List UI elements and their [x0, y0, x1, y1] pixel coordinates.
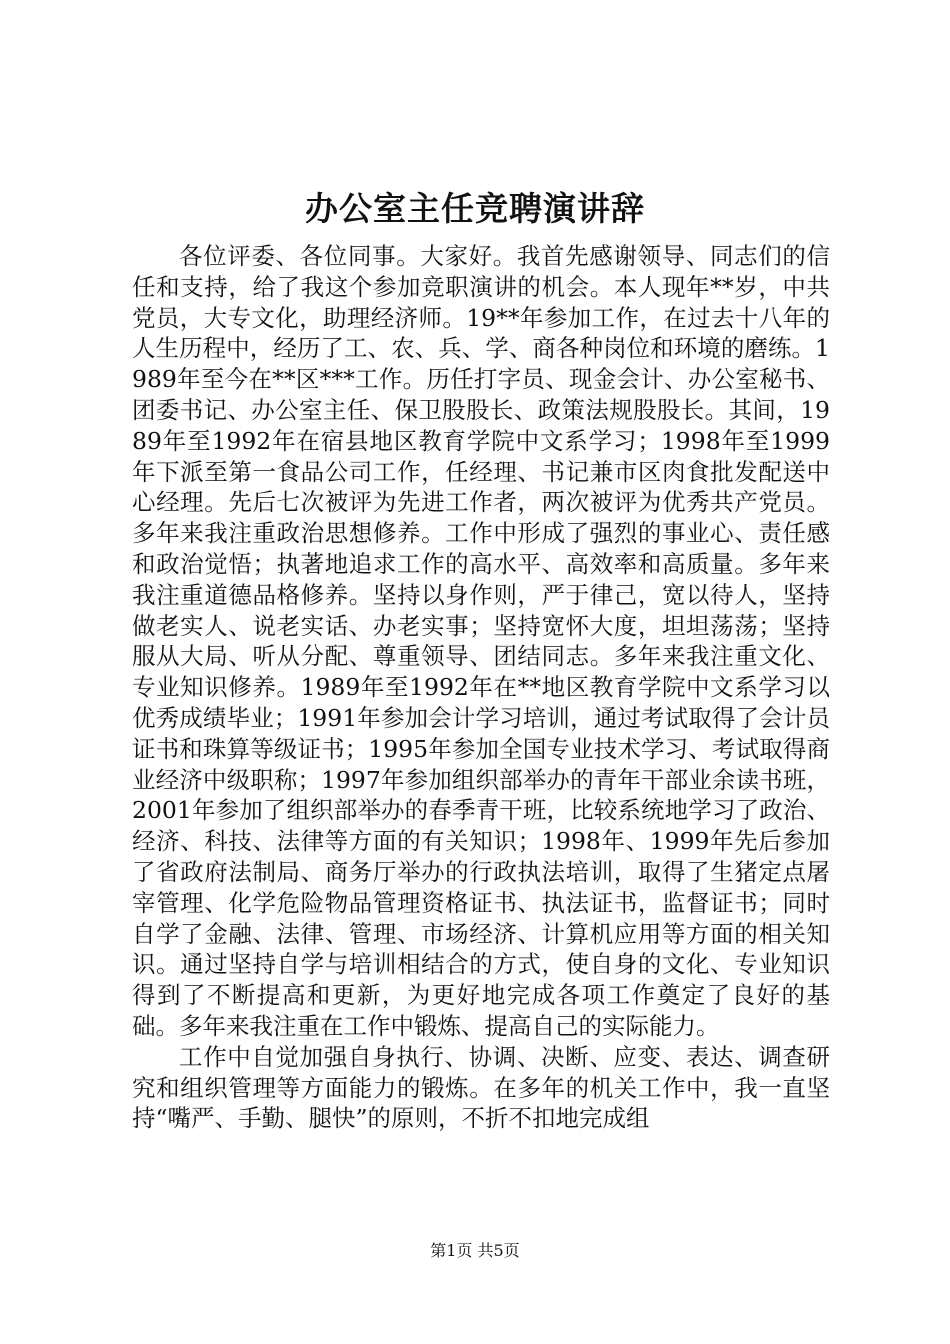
paragraph-2: 工作中自觉加强自身执行、协调、决断、应变、表达、调查研究和组织管理等方面能力的锻炼。在多年的机关工作中，我一直坚持“嘴严、手勤、腿快”的原则，不折不扣地完成组: [132, 1042, 830, 1133]
document-body: [132, 241, 830, 1134]
page-number-footer: 第1页 共5页: [430, 1241, 520, 1260]
paragraph-1: 各位评委、各位同事。大家好。我首先感谢领导、同志们的信任和支持，给了我这个参加竞职演讲的机会。本人现年**岁，中共党员，大专文化，助理经济师。19**年参加工作，在过去十八年的人生历程中，经历了工、农、兵、学、商各种岗位和环境的磨练。1989年至今在**区***工作。历任打字员、现金会计、办公室秘书、团委书记、办公室主任、保卫股股长、政策法规股股长。其间，1989年至1992年在宿县地区教育学院中文系学习；1998年至1999年下派至第一食品公司工作，任经理、书记兼市区肉食批发配送中心经理。先后七次被评为先进工作者，两次被评为优秀共产党员。多年来我注重政治思想修养。工作中形成了强烈的事业心、责任感和政治觉悟；执著地追求工作的高水平、高效率和高质量。多年来我注重道德品格修养。坚持以身作则，严于律己，宽以待人，坚持做老实人、说老实话、办老实事；坚持宽怀大度，坦坦荡荡；坚持服从大局、听从分配、尊重领导、团结同志。多年来我注重文化、专业知识修养。1989年至1992年在**地区教育学院中文系学习以优秀成绩毕业；1991年参加会计学习培训，通过考试取得了会计员证书和珠算等级证书；1995年参加全国专业技术学习、考试取得商业经济中级职称；1997年参加组织部举办的青年干部业余读书班，2001年参加了组织部举办的春季青干班，比较系统地学习了政治、经济、科技、法律等方面的有关知识；1998年、1999年先后参加了省政府法制局、商务厅举办的行政执法培训，取得了生猪定点屠宰管理、化学危险物品管理资格证书、执法证书，监督证书；同时自学了金融、法律、管理、市场经济、计算机应用等方面的相关知识。通过坚持自学与培训相结合的方式，使自身的文化、专业知识得到了不断提高和更新，为更好地完成各项工作奠定了良好的基础。多年来我注重在工作中锻炼、提高自己的实际能力。: [132, 242, 830, 1040]
document-title: 办公室主任竞聘演讲辞: [305, 189, 645, 228]
